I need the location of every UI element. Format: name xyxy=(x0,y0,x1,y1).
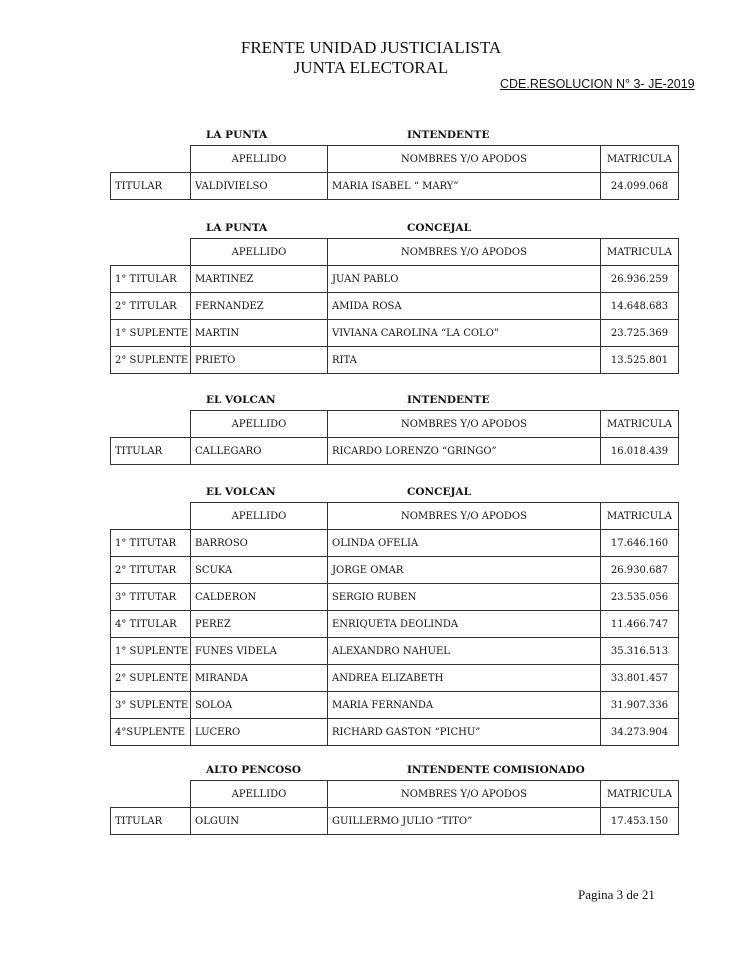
header-apellido: APELLIDO xyxy=(191,411,328,438)
table-row xyxy=(111,530,679,557)
cell-nombres: VIVIANA CAROLINA “LA COLO” xyxy=(328,320,601,347)
section-la-punta-concejal xyxy=(110,222,678,374)
cell-nombres: JUAN PABLO xyxy=(328,266,601,293)
section-location: EL VOLCAN xyxy=(206,394,276,406)
cell-matricula: 24.099.068 xyxy=(601,173,679,200)
cell-apellido: CALDERON xyxy=(191,584,328,611)
resolution-number: CDE.RESOLUCION N° 3- JE-2019 xyxy=(500,77,695,91)
section-location: EL VOLCAN xyxy=(206,486,276,498)
header-matricula: MATRICULA xyxy=(601,239,679,266)
cell-nombres: GUILLERMO JULIO “TITO” xyxy=(328,808,601,835)
section-location: ALTO PENCOSO xyxy=(206,764,302,776)
section-heading xyxy=(110,394,678,410)
cell-matricula: 11.466.747 xyxy=(601,611,679,638)
cell-apellido: MIRANDA xyxy=(191,665,328,692)
cell-role: 1° SUPLENTE xyxy=(111,320,191,347)
section-location: LA PUNTA xyxy=(206,222,268,234)
section-alto-pencoso-intendente-comisionado xyxy=(110,764,678,835)
cell-role: 1° TITUTAR xyxy=(111,530,191,557)
table-row xyxy=(111,665,679,692)
header-nombres: NOMBRES Y/O APODOS xyxy=(328,146,601,173)
cell-role: 2° SUPLENTE xyxy=(111,347,191,374)
cell-role: TITULAR xyxy=(111,808,191,835)
table-row xyxy=(111,719,679,746)
cell-nombres: RICARDO LORENZO “GRINGO” xyxy=(328,438,601,465)
table-row xyxy=(111,808,679,835)
header-nombres: NOMBRES Y/O APODOS xyxy=(328,781,601,808)
header-apellido: APELLIDO xyxy=(191,503,328,530)
cell-nombres: MARIA ISABEL “ MARY” xyxy=(328,173,601,200)
section-el-volcan-intendente xyxy=(110,394,678,465)
header-apellido: APELLIDO xyxy=(191,239,328,266)
cell-apellido: MARTINEZ xyxy=(191,266,328,293)
section-cargo: CONCEJAL xyxy=(407,486,471,498)
cell-matricula: 34.273.904 xyxy=(601,719,679,746)
section-heading xyxy=(110,486,678,502)
table-header-row xyxy=(111,239,679,266)
cell-matricula: 26.936.259 xyxy=(601,266,679,293)
cell-apellido: FERNANDEZ xyxy=(191,293,328,320)
cell-apellido: OLGUIN xyxy=(191,808,328,835)
cell-matricula: 33.801.457 xyxy=(601,665,679,692)
cell-matricula: 23.535.056 xyxy=(601,584,679,611)
cell-apellido: MARTIN xyxy=(191,320,328,347)
table-row xyxy=(111,692,679,719)
cell-role: 4°SUPLENTE xyxy=(111,719,191,746)
candidates-table xyxy=(110,502,679,746)
cell-role: 2° TITUTAR xyxy=(111,557,191,584)
header-nombres: NOMBRES Y/O APODOS xyxy=(328,503,601,530)
cell-nombres: SERGIO RUBEN xyxy=(328,584,601,611)
section-cargo: INTENDENTE COMISIONADO xyxy=(407,764,585,776)
cell-nombres: MARIA FERNANDA xyxy=(328,692,601,719)
section-location: LA PUNTA xyxy=(206,129,268,141)
candidates-table xyxy=(110,145,679,200)
cell-apellido: VALDIVIELSO xyxy=(191,173,328,200)
cell-apellido: LUCERO xyxy=(191,719,328,746)
section-la-punta-intendente xyxy=(110,129,678,200)
cell-nombres: AMIDA ROSA xyxy=(328,293,601,320)
cell-nombres: ALEXANDRO NAHUEL xyxy=(328,638,601,665)
cell-apellido: FUNES VIDELA xyxy=(191,638,328,665)
cell-matricula: 16.018.439 xyxy=(601,438,679,465)
section-heading xyxy=(110,222,678,238)
cell-matricula: 14.648.683 xyxy=(601,293,679,320)
section-cargo: INTENDENTE xyxy=(407,394,490,406)
table-row xyxy=(111,638,679,665)
table-row xyxy=(111,347,679,374)
candidates-table xyxy=(110,238,679,374)
cell-role: 3° SUPLENTE xyxy=(111,692,191,719)
cell-apellido: CALLEGARO xyxy=(191,438,328,465)
cell-apellido: PEREZ xyxy=(191,611,328,638)
header-matricula: MATRICULA xyxy=(601,411,679,438)
header-nombres: NOMBRES Y/O APODOS xyxy=(328,239,601,266)
section-cargo: INTENDENTE xyxy=(407,129,490,141)
table-row xyxy=(111,611,679,638)
candidates-table xyxy=(110,780,679,835)
table-row xyxy=(111,266,679,293)
title-line-1: FRENTE UNIDAD JUSTICIALISTA xyxy=(240,38,502,57)
table-row xyxy=(111,320,679,347)
cell-role: TITULAR xyxy=(111,438,191,465)
cell-apellido: PRIETO xyxy=(191,347,328,374)
cell-role: 4° TITULAR xyxy=(111,611,191,638)
header-apellido: APELLIDO xyxy=(191,146,328,173)
cell-role: 1° TITULAR xyxy=(111,266,191,293)
header-matricula: MATRICULA xyxy=(601,146,679,173)
section-el-volcan-concejal xyxy=(110,486,678,746)
table-header-row xyxy=(111,411,679,438)
cell-matricula: 13.525.801 xyxy=(601,347,679,374)
header-apellido: APELLIDO xyxy=(191,781,328,808)
cell-matricula: 23.725.369 xyxy=(601,320,679,347)
cell-role: 2° TITULAR xyxy=(111,293,191,320)
cell-matricula: 35.316.513 xyxy=(601,638,679,665)
cell-nombres: OLINDA OFELIA xyxy=(328,530,601,557)
cell-matricula: 31.907.336 xyxy=(601,692,679,719)
cell-matricula: 26.930.687 xyxy=(601,557,679,584)
cell-apellido: SOLOA xyxy=(191,692,328,719)
table-row xyxy=(111,173,679,200)
cell-nombres: ENRIQUETA DEOLINDA xyxy=(328,611,601,638)
section-heading xyxy=(110,129,678,145)
section-cargo: CONCEJAL xyxy=(407,222,471,234)
table-header-row xyxy=(111,781,679,808)
cell-matricula: 17.453.150 xyxy=(601,808,679,835)
table-row xyxy=(111,584,679,611)
table-header-row xyxy=(111,146,679,173)
document-title xyxy=(0,38,742,78)
table-row xyxy=(111,293,679,320)
cell-role: TITULAR xyxy=(111,173,191,200)
cell-nombres: JORGE OMAR xyxy=(328,557,601,584)
cell-nombres: ANDREA ELIZABETH xyxy=(328,665,601,692)
cell-nombres: RITA xyxy=(328,347,601,374)
cell-role: 3° TITUTAR xyxy=(111,584,191,611)
table-header-row xyxy=(111,503,679,530)
header-nombres: NOMBRES Y/O APODOS xyxy=(328,411,601,438)
cell-nombres: RICHARD GASTON “PICHU” xyxy=(328,719,601,746)
cell-role: 2° SUPLENTE xyxy=(111,665,191,692)
header-matricula: MATRICULA xyxy=(601,781,679,808)
cell-apellido: BARROSO xyxy=(191,530,328,557)
section-heading xyxy=(110,764,678,780)
cell-matricula: 17.646.160 xyxy=(601,530,679,557)
cell-role: 1° SUPLENTE xyxy=(111,638,191,665)
title-line-2: JUNTA ELECTORAL xyxy=(293,58,449,77)
candidates-table xyxy=(110,410,679,465)
table-row xyxy=(111,438,679,465)
page-number: Pagina 3 de 21 xyxy=(578,887,655,902)
cell-apellido: SCUKA xyxy=(191,557,328,584)
header-matricula: MATRICULA xyxy=(601,503,679,530)
table-row xyxy=(111,557,679,584)
